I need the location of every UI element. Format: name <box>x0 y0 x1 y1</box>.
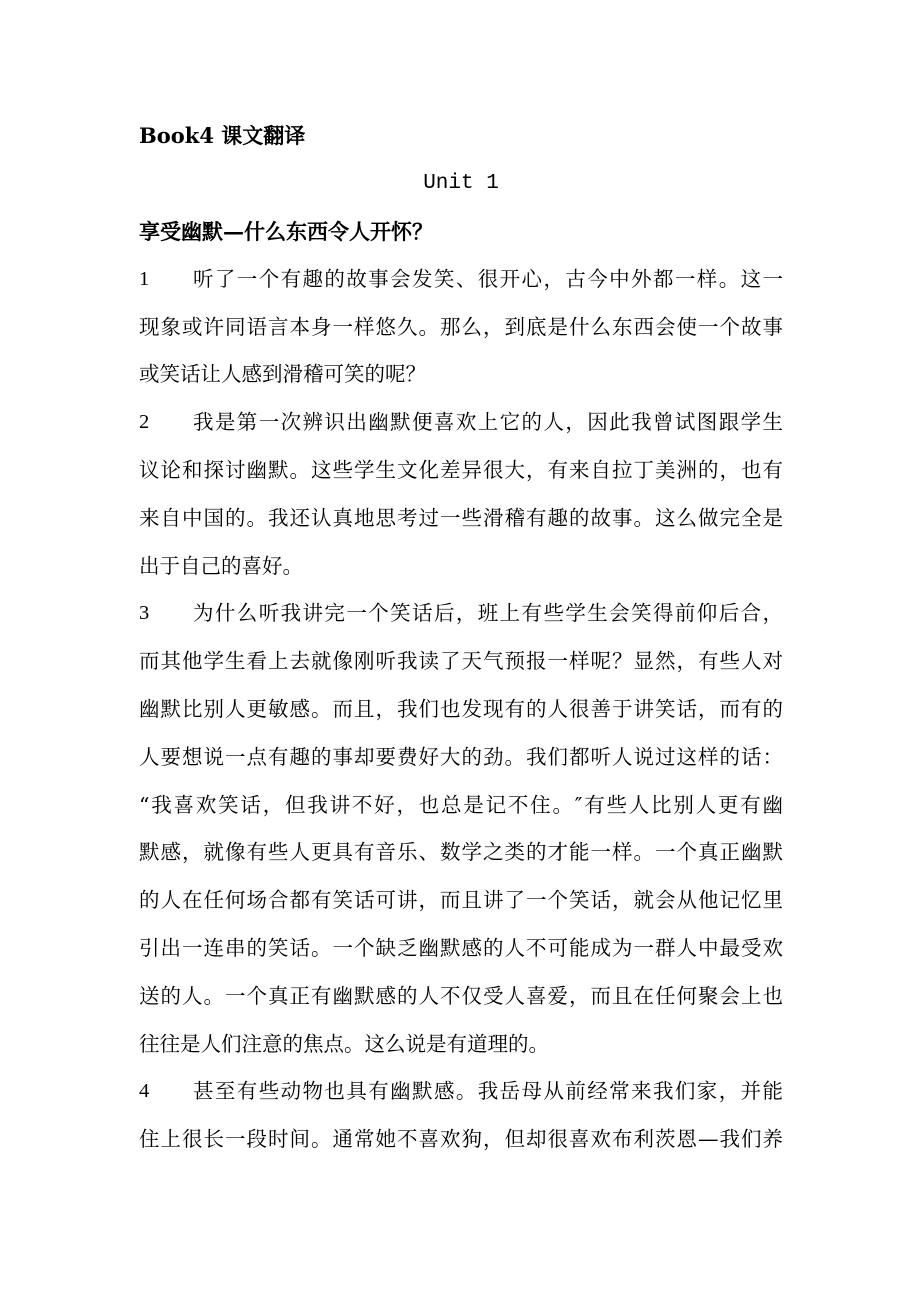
paragraph-line <box>139 1068 783 1116</box>
paragraph-line: 议论和探讨幽默。这些学生文化差异很大，有来自拉丁美洲的，也有 <box>139 457 783 482</box>
document-title: Book4 课文翻译 <box>139 123 306 148</box>
paragraph-text: 甚至有些动物也具有幽默感。我岳母从前经常来我们家，并能 <box>193 1079 783 1104</box>
paragraph-line: 送的人。一个真正有幽默感的人不仅受人喜爱，而且在任何聚会上也 <box>139 983 783 1008</box>
paragraph-line: 引出一连串的笑话。一个缺乏幽默感的人不可能成为一群人中最受欢 <box>139 935 783 960</box>
paragraph-line: 幽默比别人更敏感。而且，我们也发现有的人很善于讲笑话，而有的 <box>139 696 783 721</box>
paragraph-line: 默感，就像有些人更具有音乐、数学之类的才能一样。一个真正幽默 <box>139 840 783 865</box>
paragraph-line: 来自中国的。我还认真地思考过一些滑稽有趣的故事。这么做完全是 <box>139 505 783 530</box>
paragraph-number: 2 <box>139 411 150 434</box>
paragraph-line: 出于自己的喜好。 <box>139 553 303 578</box>
paragraph-line <box>139 256 783 304</box>
paragraph-line: 现象或许同语言本身一样悠久。那么，到底是什么东西会使一个故事 <box>139 314 783 339</box>
unit-title: Unit 1 <box>423 172 499 195</box>
paragraph-text: 我是第一次辨识出幽默便喜欢上它的人，因此我曾试图跟学生 <box>193 410 783 435</box>
paragraph-line: 或笑话让人感到滑稽可笑的呢？ <box>139 362 426 387</box>
paragraphs <box>139 256 783 1164</box>
paragraph-line: 人要想说一点有趣的事却要费好大的劲。我们都听人说过这样的话： <box>139 744 783 769</box>
paragraph <box>139 399 783 590</box>
paragraph-line <box>139 590 783 638</box>
paragraph-line <box>139 399 783 447</box>
paragraph <box>139 256 783 399</box>
paragraph-number: 1 <box>139 267 150 290</box>
paragraph-number: 3 <box>139 602 150 625</box>
section-heading: 享受幽默—什么东西令人开怀？ <box>139 219 433 244</box>
paragraph-number: 4 <box>139 1080 150 1103</box>
paragraph-text: 为什么听我讲完一个笑话后，班上有些学生会笑得前仰后合， <box>193 601 783 626</box>
document-page <box>139 112 783 1164</box>
paragraph-line: 而其他学生看上去就像刚听我读了天气预报一样呢？显然，有些人对 <box>139 649 783 674</box>
paragraph <box>139 1068 783 1164</box>
paragraph-line: “我喜欢笑话，但我讲不好，也总是记不住。″有些人比别人更有幽 <box>139 792 783 817</box>
paragraph <box>139 590 783 1068</box>
paragraph-line: 住上很长一段时间。通常她不喜欢狗，但却很喜欢布利茨恩—我们养 <box>139 1127 783 1152</box>
paragraph-line: 的人在任何场合都有笑话可讲，而且讲了一个笑话，就会从他记忆里 <box>139 888 783 913</box>
paragraph-line: 往往是人们注意的焦点。这么说是有道理的。 <box>139 1031 549 1056</box>
paragraph-text: 听了一个有趣的故事会发笑、很开心，古今中外都一样。这一 <box>193 266 783 291</box>
